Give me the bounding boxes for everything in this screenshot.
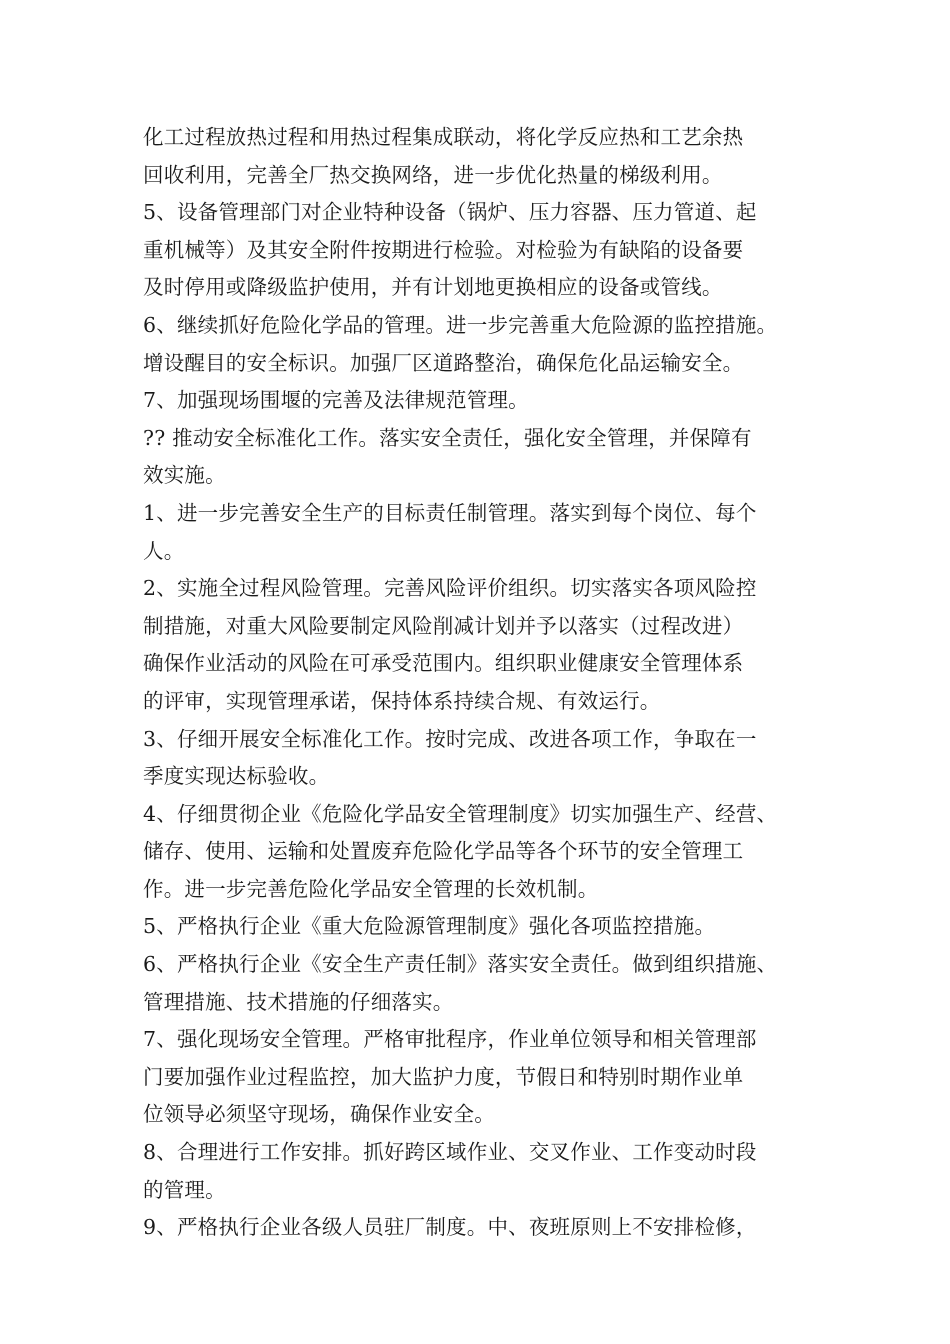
text-line: 7、强化现场安全管理。严格审批程序，作业单位领导和相关管理部 — [143, 1027, 757, 1052]
text-line: 5、设备管理部门对企业特种设备（锅炉、压力容器、压力管道、起 — [143, 200, 757, 225]
text-line: 制措施，对重大风险要制定风险削减计划并予以落实（过程改进） — [143, 613, 744, 638]
text-line: 6、严格执行企业《安全生产责任制》落实安全责任。做到组织措施、 — [143, 952, 778, 977]
text-line: 重机械等）及其安全附件按期进行检验。对检验为有缺陷的设备要 — [143, 237, 744, 262]
text-line: 效实施。 — [143, 463, 226, 488]
text-line: 2、实施全过程风险管理。完善风险评价组织。切实落实各项风险控 — [143, 576, 757, 601]
text-line: 作。进一步完善危险化学品安全管理的长效机制。 — [143, 876, 599, 901]
text-line: 1、进一步完善安全生产的目标责任制管理。落实到每个岗位、每个 — [143, 500, 757, 525]
text-line: 位领导必须坚守现场，确保作业安全。 — [143, 1102, 495, 1127]
text-line: 6、继续抓好危险化学品的管理。进一步完善重大危险源的监控措施。 — [143, 312, 778, 337]
text-line: 储存、使用、运输和处置废弃危险化学品等各个环节的安全管理工 — [143, 839, 744, 864]
text-line: 化工过程放热过程和用热过程集成联动，将化学反应热和工艺余热 — [143, 125, 744, 149]
text-line: 7、加强现场围堰的完善及法律规范管理。 — [143, 388, 529, 413]
text-line: 回收利用，完善全厂热交换网络，进一步优化热量的梯级利用。 — [143, 162, 723, 187]
text-line: 4、仔细贯彻企业《危险化学品安全管理制度》切实加强生产、经营、 — [143, 801, 778, 826]
text-line: 3、仔细开展安全标准化工作。按时完成、改进各项工作，争取在一 — [143, 726, 757, 751]
text-line: ?? 推动安全标准化工作。落实安全责任，强化安全管理，并保障有 — [143, 425, 752, 450]
text-line: 8、合理进行工作安排。抓好跨区域作业、交叉作业、工作变动时段 — [143, 1140, 757, 1165]
text-line: 5、严格执行企业《重大危险源管理制度》强化各项监控措施。 — [143, 914, 716, 939]
document-body — [143, 119, 833, 1247]
text-line: 人。 — [143, 538, 185, 563]
text-line: 增设醒目的安全标识。加强厂区道路整治，确保危化品运输安全。 — [143, 350, 744, 375]
text-line: 确保作业活动的风险在可承受范围内。组织职业健康安全管理体系 — [143, 651, 744, 676]
text-line: 管理措施、技术措施的仔细落实。 — [143, 989, 454, 1014]
text-line: 门要加强作业过程监控，加大监护力度，节假日和特别时期作业单 — [143, 1064, 744, 1089]
text-line: 季度实现达标验收。 — [143, 764, 330, 789]
text-line: 的评审，实现管理承诺，保持体系持续合规、有效运行。 — [143, 688, 661, 713]
text-line: 的管理。 — [143, 1177, 226, 1202]
text-line: 9、严格执行企业各级人员驻厂制度。中、夜班原则上不安排检修， — [143, 1215, 757, 1240]
text-line: 及时停用或降级监护使用，并有计划地更换相应的设备或管线。 — [143, 275, 723, 300]
